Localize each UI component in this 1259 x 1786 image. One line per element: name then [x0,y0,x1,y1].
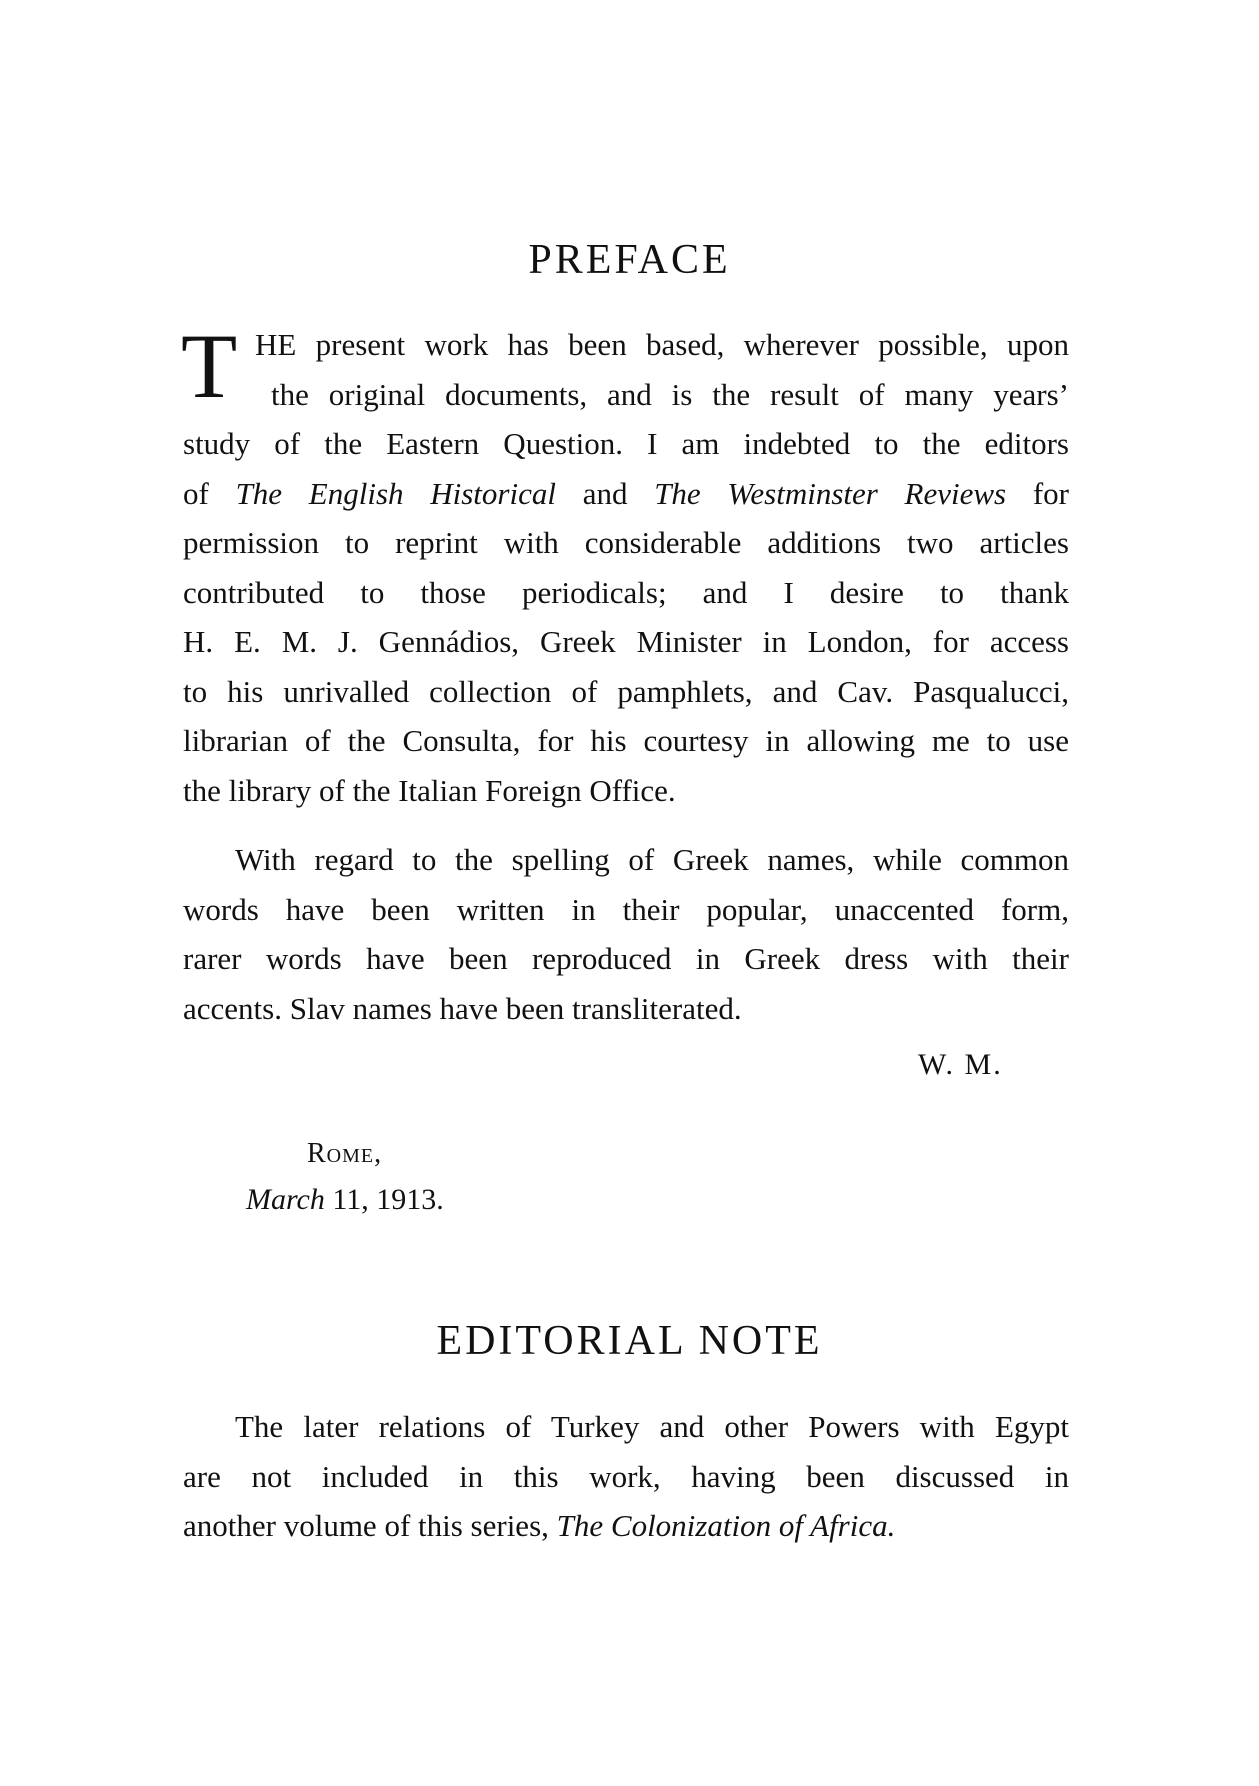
date-day-year: 11, 1913. [324,1183,444,1216]
text-line: contributed to those periodicals; and I desire to thank [183,574,1069,610]
journal-title-english-historical: The English Historical [235,475,556,511]
preface-heading: PREFACE [528,237,731,283]
text-line: permission to reprint with considerable additions two articles [183,525,1069,560]
author-signature: W. M. [918,1048,1003,1081]
text-line: rarer words have been reproduced in Greek dress with their [183,941,1069,976]
text-line-with-titles [183,469,1069,519]
text-line: The later relations of Turkey and other Powers with Egypt [235,1409,1069,1444]
text-line: the library of the Italian Foreign Office. [183,772,676,808]
editorial-note-heading: EDITORIAL NOTE [436,1318,823,1364]
dateline-place: Rome, [307,1138,383,1169]
editorial-note-paragraph [183,1402,1069,1551]
dateline-date [246,1181,444,1219]
text-line: the original documents, and is the result of many years’ [271,376,1069,412]
text-line: H. E. M. J. Gennádios, Greek Minister in London, for access [183,624,1069,659]
text-line: HE present work has been based, wherever possible, upon [255,327,1069,362]
preface-paragraph-2 [183,835,1069,1033]
series-title: The Colonization of Africa. [556,1508,896,1543]
text-fragment: for [1006,475,1069,511]
text-line: accents. Slav names have been transliterated. [183,990,742,1026]
text-fragment: another volume of this series, [183,1508,557,1543]
text-line: With regard to the spelling of Greek names, while common [235,842,1069,877]
text-line-with-title [183,1501,1069,1551]
drop-cap-letter: T [181,315,238,417]
text-line: librarian of the Consulta, for his courtesy in allowing me to use [183,723,1069,758]
text-line: are not included in this work, having been discussed in [183,1458,1069,1494]
text-fragment: and [555,475,655,511]
text-line: words have been written in their popular, unaccented form, [183,891,1069,927]
preface-paragraph-1 [181,315,1069,815]
text-fragment: of [183,475,236,511]
journal-title-westminster: The Westminster Reviews [654,475,1007,511]
date-month: March [246,1183,325,1216]
text-line: to his unrivalled collection of pamphlets, and Cav. Pasqualucci, [183,673,1069,709]
text-line: study of the Eastern Question. I am indebted to the editors [183,426,1069,461]
